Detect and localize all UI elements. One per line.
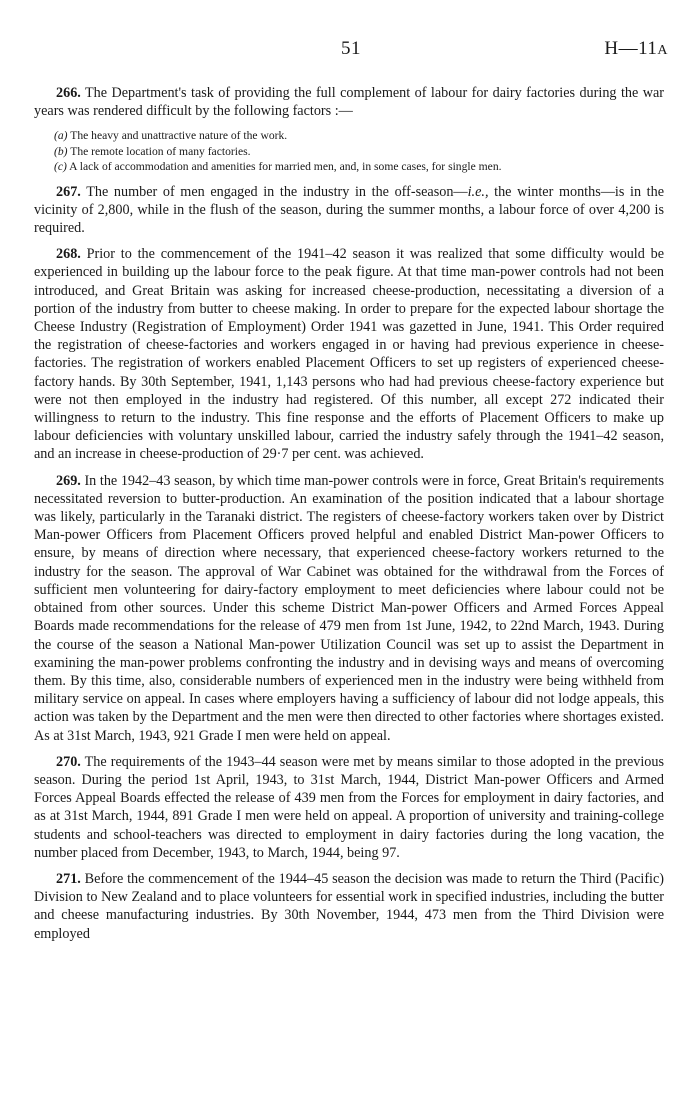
paragraph-number: 266.: [56, 85, 81, 101]
document-reference: [604, 38, 668, 60]
paragraph-text-italic: i.e.,: [467, 183, 489, 200]
paragraph-text: In the 1942–43 season, by which time man-power controls were in force, Great Britain's requirements necessitated reversion to butter-production. An examination of the position indicated that a labour shortage was likely, particularly in the Taranaki district. The registers of cheese-factory workers taken over by District Man-power Officers from Placement Officers proved helpful and enabled District Man-power Officers to ensure, by means of direction where necessary, that experienced cheese-factory workers returned to the industry for the season. The approval of War Cabinet was obtained for the withdrawal from the Forces of sufficient men volunteering for dairy-factory employment to meet deficiencies where labour could not be obtained from other sources. Under this scheme District Man-power Officers and Armed Forces Appeal Boards made recommendations for the release of 479 men from 1st June, 1942, to 22nd March, 1943. During the course of the season a National Man-power Utilization Council was set up to assist the Department in examining the man-power problems confronting the industry and in devising ways and means of overcoming them. By this time, also, considerable numbers of experienced men in the industry were being withheld from military service on appeal. In cases where employers having a sufficiency of labour did not lodge appeals, this action was taken by the Department and the men were then directed to other factories where shortages existed. As at 31st March, 1943, 921 Grade I men were held on appeal.: [34, 472, 665, 744]
factor-list: [34, 128, 664, 174]
document-body: [34, 84, 664, 951]
paragraph-268: [34, 245, 664, 463]
factor-text: The heavy and unattractive nature of the work.: [70, 129, 288, 143]
paragraph-number: 267.: [56, 183, 81, 200]
factor-label: (b): [54, 144, 68, 158]
page-number: 51: [341, 38, 361, 59]
paragraph-text-start: The number of men engaged in the industry in the off-season—: [86, 183, 468, 200]
document-reference-main: H—11: [604, 38, 658, 59]
factor-label: (a): [54, 129, 68, 143]
paragraph-text: Before the commencement of the 1944–45 season the decision was made to return the Third (Pacific) Division to New Zealand and to place volunteers for essential work in specified industries, including the butter and cheese manufacturing industries. By 30th November, 1944, 473 men from the Third Division were employed: [34, 870, 665, 942]
factor-item: [54, 128, 664, 143]
paragraph-266: [34, 84, 664, 120]
factor-item: [54, 159, 664, 174]
paragraph-271: [34, 870, 664, 943]
paragraph-270: [34, 753, 664, 862]
paragraph-267: [34, 183, 664, 238]
paragraph-number: 269.: [56, 472, 81, 489]
paragraph-text-end: the winter months—is in the vicinity of 2,800, while in the flush of the season, during the summer months, a labour force of over 4,200 is required.: [34, 183, 664, 237]
paragraph-text: The requirements of the 1943–44 season were met by means similar to those adopted in the previous season. During the period 1st April, 1943, to 31st March, 1944, District Man-power Officers and Armed Forces Appeal Boards effected the release of 439 men from the Forces for employment in dairy factories, and as at 31st March, 1944, 891 Grade I men were held on appeal. A proportion of university and training-college students and school-teachers was directed to employment in dairy factories during the long vacation, the number placed from December, 1943, to March, 1944, being 97.: [34, 753, 664, 861]
page-header: [34, 38, 668, 64]
factor-item: [54, 144, 664, 159]
factor-text: A lack of accommodation and amenities for married men, and, in some cases, for single men.: [69, 160, 502, 174]
paragraph-number: 271.: [56, 870, 81, 887]
paragraph-text: Prior to the commencement of the 1941–42 season it was realized that some difficulty would be experienced in building up the labour force to the peak figure. At that time man-power controls had not been introduced, and Great Britain was asking for increased cheese-production, necessitating a diversion of a portion of the industry from butter to cheese making. In order to prepare for the expected labour shortage the Cheese Industry (Registration of Employment) Order 1941 was gazetted in June, 1941. This Order required the registration of cheese-factories and workers engaged in or having had previous experience in cheese-factories. The registration of workers enabled Placement Officers to set up registers of experienced cheese-factory hands. By 30th September, 1941, 1,143 persons who had had previous cheese-factory experience but were not then employed in the industry had registered. Of this number, all except 272 indicated their willingness to return to the industry. This fine response and the efforts of Placement Officers to make up labour deficiencies with voluntary unskilled labour, carried the industry safely through the 1941–42 season, and an increase in cheese-production of 29·7 per cent. was achieved.: [34, 246, 665, 463]
paragraph-number: 270.: [56, 753, 81, 770]
paragraph-number: 268.: [56, 246, 81, 263]
factor-text: The remote location of many factories.: [70, 144, 251, 158]
paragraph-text: The Department's task of providing the full complement of labour for dairy factories during the war years was rendered difficult by the following factors :—: [34, 85, 664, 120]
paragraph-269: [34, 472, 664, 745]
document-reference-suffix: A: [657, 43, 668, 58]
factor-label: (c): [54, 160, 67, 174]
